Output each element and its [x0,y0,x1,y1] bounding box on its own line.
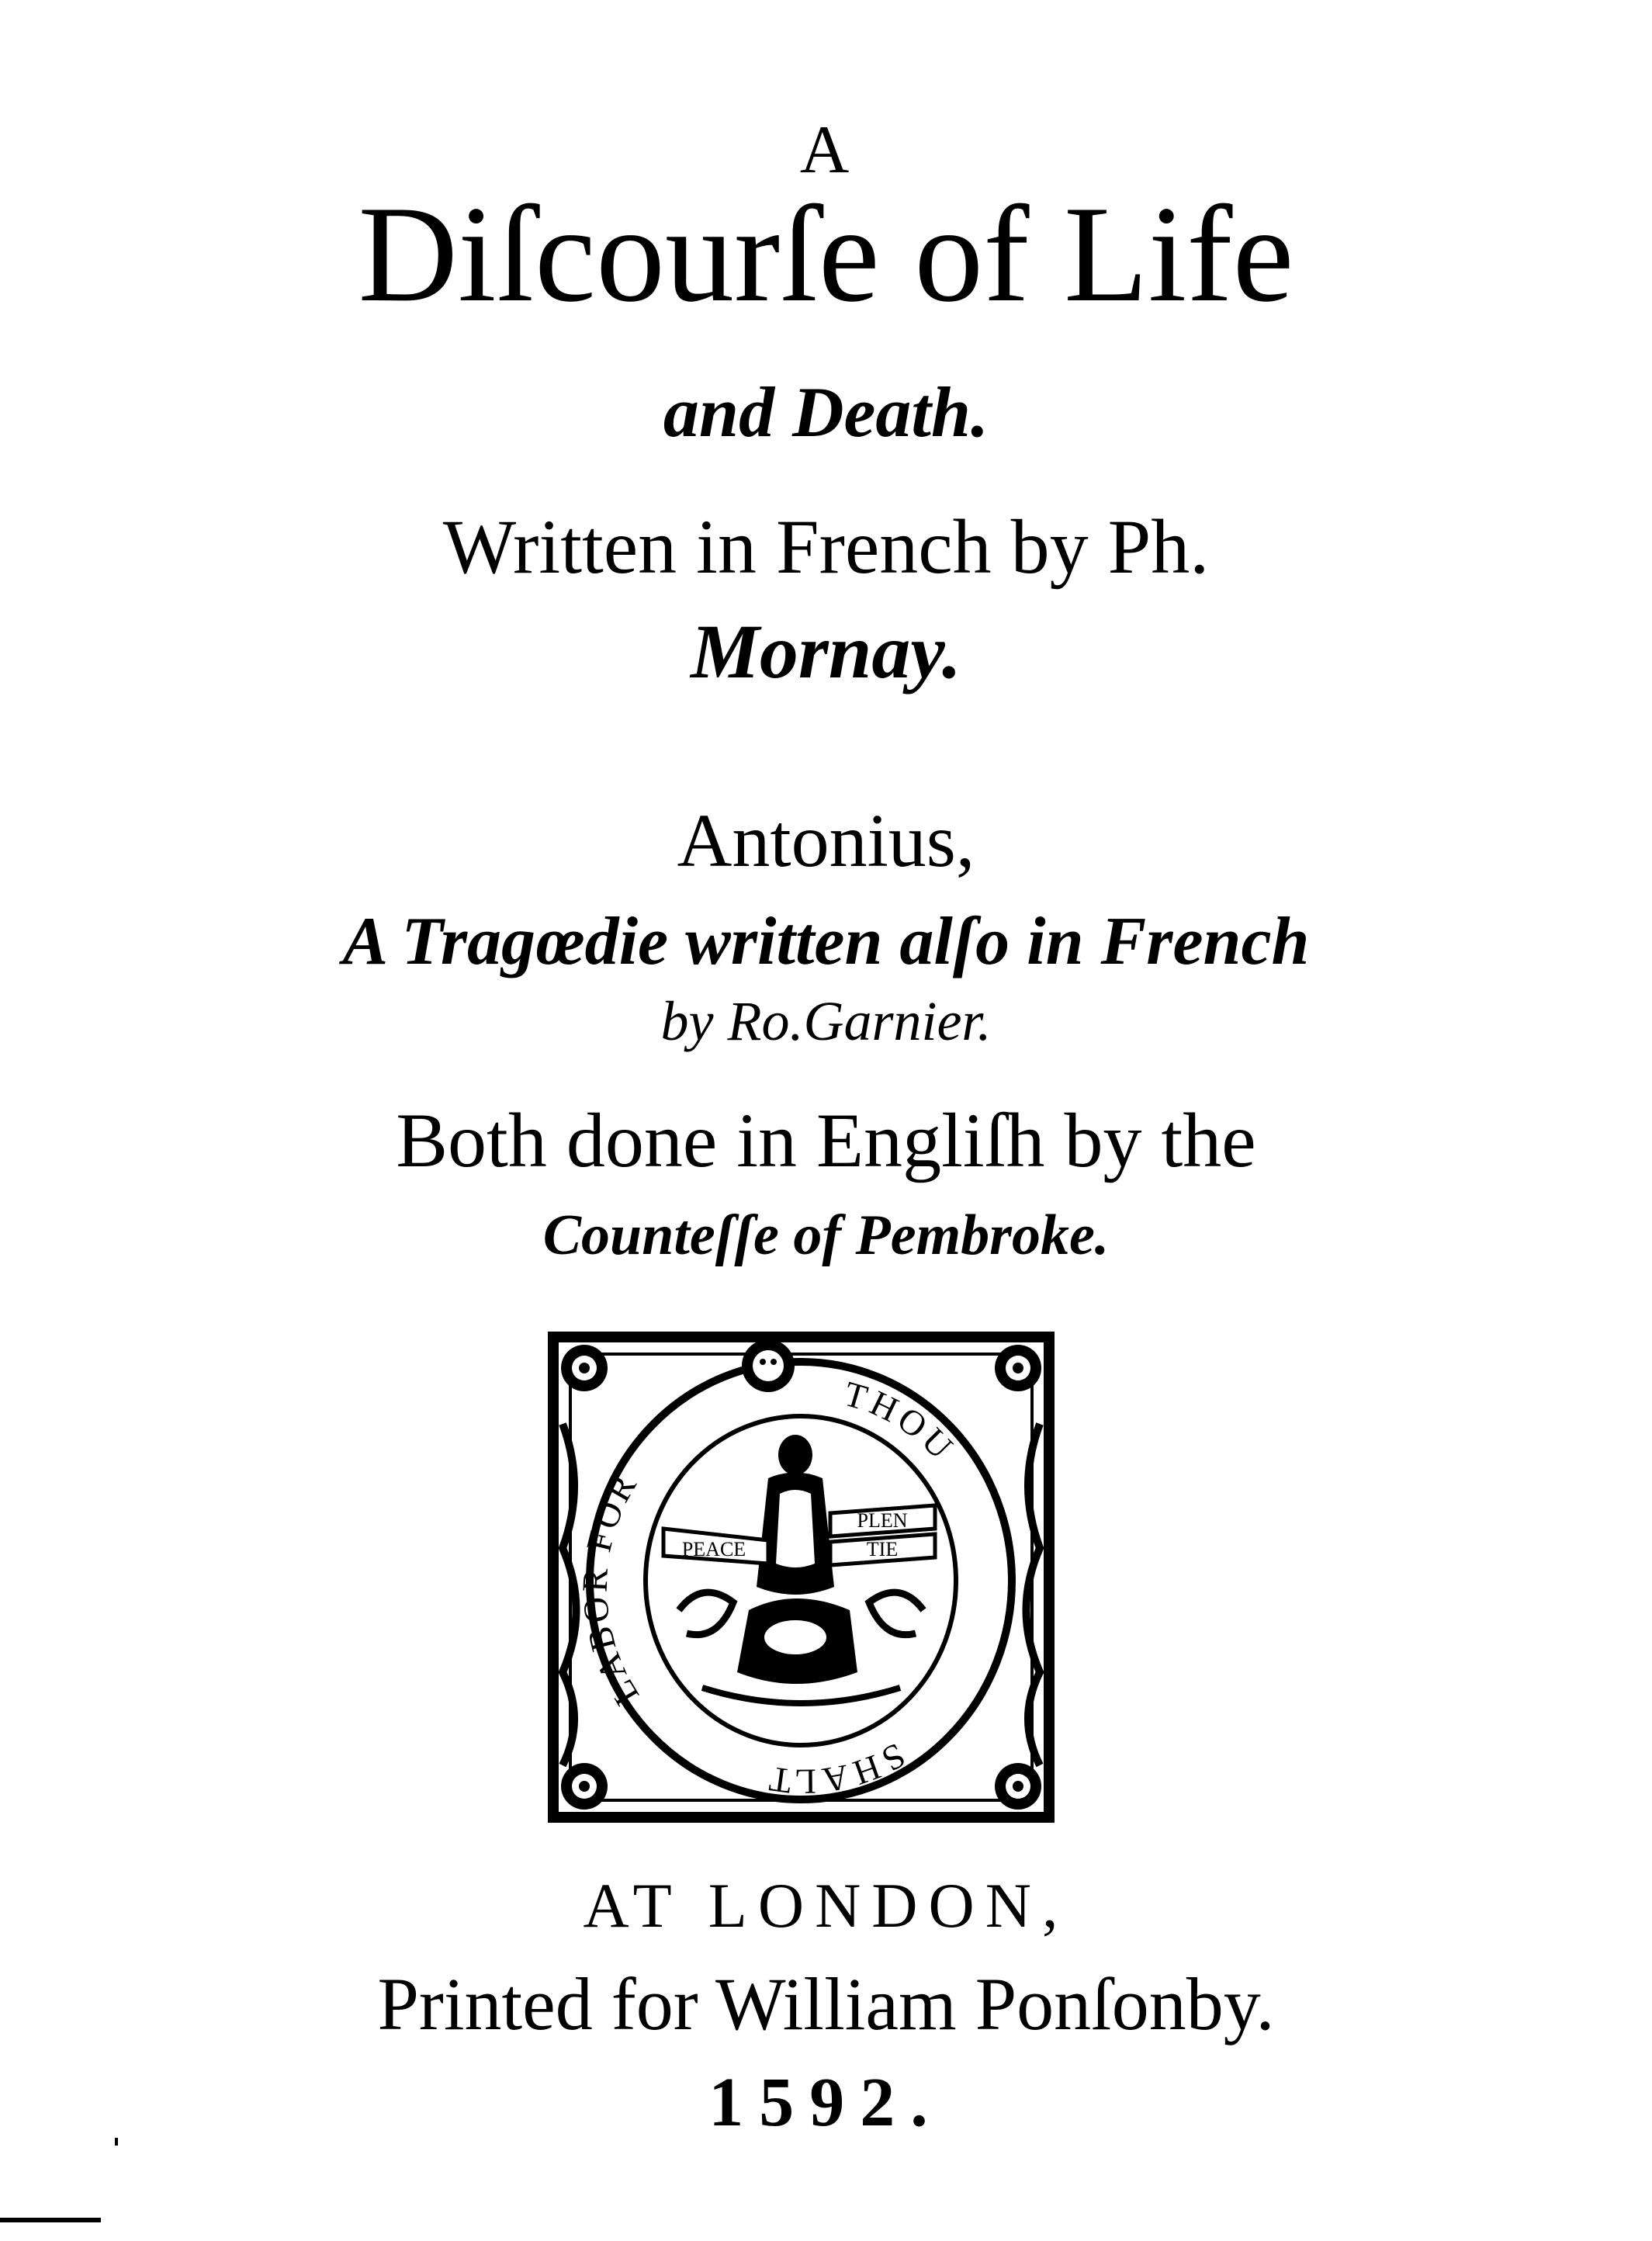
second-work-author: by Ro.Garnier. [660,990,992,1052]
margin-mark [0,2218,101,2222]
device-motto-left: LABOR FOR [574,1465,647,1713]
author-line: Written in French by Ph. [442,504,1210,590]
second-work-title: Antonius, [677,799,975,883]
title-article: A [799,113,853,188]
imprint-year: 1592. [708,2064,944,2141]
printers-device [547,1331,1055,1824]
device-motto-right: THOU [840,1373,965,1470]
ribbon-peace: PEACE [681,1538,746,1560]
author-name: Mornay. [690,608,962,694]
second-work-description: A Tragœdie written alſo in French [342,904,1310,979]
book-title: Diſcourſe of Life [358,177,1294,331]
imprint-printer: Printed for William Ponſonby. [377,1962,1275,2045]
book-subtitle: and Death. [663,372,989,452]
imprint-place: AT LONDON, [583,1870,1069,1941]
device-motto-bottom: SHALT [762,1735,913,1802]
ribbon-tie: TIE [866,1538,899,1560]
ribbon-plen: PLEN [857,1509,908,1532]
ink-speck [115,2138,118,2146]
translator-line: Both done in Engliſh by the [396,1097,1256,1183]
translator-name: Counteſſe of Pembroke. [542,1204,1110,1267]
